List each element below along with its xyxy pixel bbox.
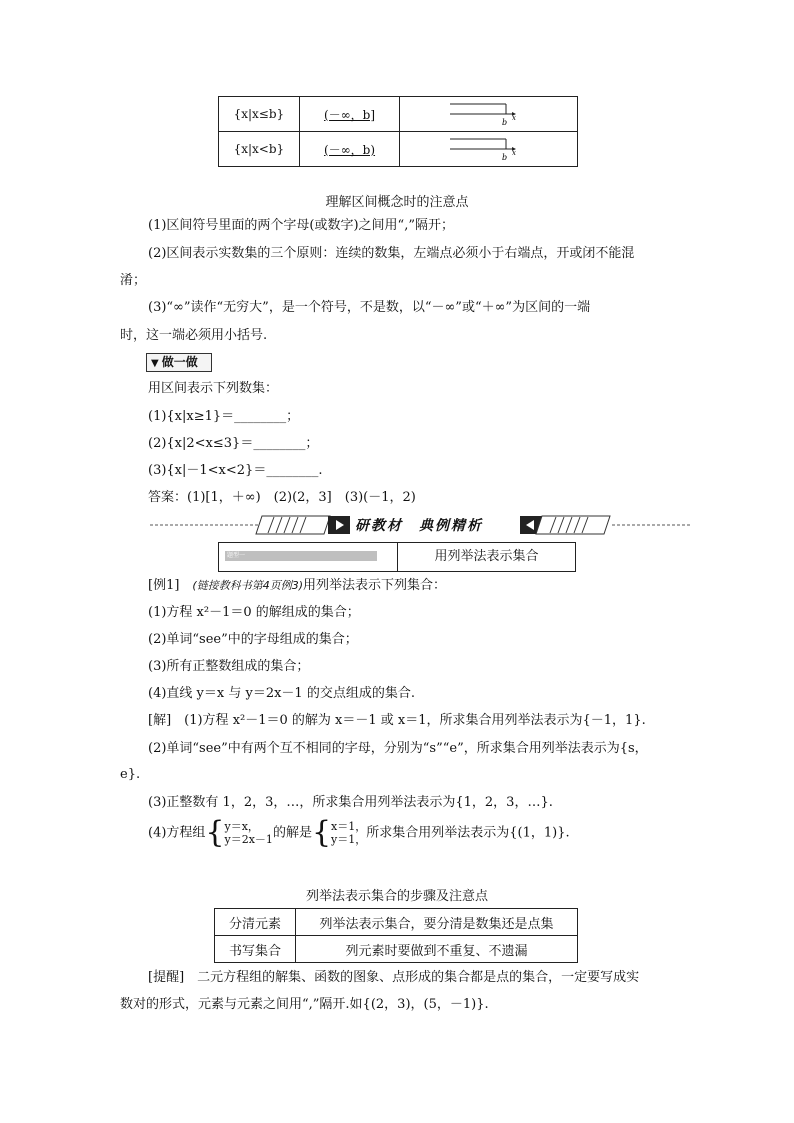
set-cell: {x|x<b}	[219, 132, 300, 167]
practice-tag: ▼ 做一做	[146, 353, 212, 372]
tip-text: [提醒] 二元方程组的解集、函数的图象、点形成的集合都是点的集合，一定要写成实	[148, 970, 640, 985]
practice-intro: 用区间表示下列数集：	[148, 381, 279, 396]
step-value: 列举法表示集合，要分清是数集还是点集	[296, 909, 578, 936]
notes-title: 列举法表示集合的步骤及注意点	[305, 889, 488, 904]
note-item: (2)区间表示实数集的三个原则：连续的数集，左端点必须小于右端点，开或闭不能混	[148, 246, 635, 261]
solution-step: (3)正整数有 1，2，3，…，所求集合用列举法表示为{1，2，3，…}.	[148, 795, 553, 810]
practice-question: (3){x|－1<x<2}＝________.	[148, 463, 323, 478]
tip-text-cont: 数对的形式，元素与元素之间用“,”隔开.如{(2，3)，(5，－1)}.	[120, 997, 489, 1012]
axis-var-label: x	[512, 149, 517, 157]
example-item: (1)方程 x²－1＝0 的解组成的集合；	[148, 605, 360, 620]
axis-var-label: x	[512, 114, 517, 122]
note-item-cont: 淆；	[120, 273, 147, 288]
number-line-cell	[400, 132, 578, 167]
number-line-cell	[400, 97, 578, 132]
interval-table	[218, 96, 578, 167]
note-item: (3)“∞”读作“无穷大”，是一个符号，不是数，以“－∞”或“＋∞”为区间的一端	[148, 300, 591, 315]
table-row	[215, 936, 578, 963]
example-item: (2)单词“see”中的字母组成的集合；	[148, 632, 358, 647]
solution-step: (2)单词“see”中有两个互不相同的字母，分别为“s”“e”，所求集合用列举法表示为{s，	[148, 741, 648, 756]
example-head: [例1] (链接教科书第4页例3)用列举法表示下列集合：	[148, 578, 447, 593]
practice-question: (2){x|2<x≤3}＝________；	[148, 436, 319, 451]
topic-header	[218, 542, 576, 572]
interval-cell: (－∞，b)	[299, 132, 399, 167]
step-value: 列元素时要做到不重复、不遗漏	[296, 936, 578, 963]
step-key: 书写集合	[215, 936, 296, 963]
table-row	[219, 132, 578, 167]
banner-title: 研教材 典例精析	[355, 518, 483, 534]
axis-point-label: b	[502, 118, 508, 127]
steps-table	[214, 908, 578, 963]
solution-step-cont: e}.	[120, 767, 141, 782]
solution-step: [解] (1)方程 x²－1＝0 的解为 x＝－1 或 x＝1，所求集合用列举法表示为{－1，1}.	[148, 713, 646, 728]
table-row	[215, 909, 578, 936]
notes-title: 理解区间概念时的注意点	[325, 195, 469, 210]
note-item: (1)区间符号里面的两个字母(或数字)之间用“,”隔开；	[148, 218, 454, 233]
number-line-open	[400, 132, 578, 166]
table-row	[219, 97, 578, 132]
example-item: (3)所有正整数组成的集合；	[148, 659, 310, 674]
interval-cell: (－∞，b]	[299, 97, 399, 132]
note-item-cont: 时，这一端必须用小括号.	[120, 328, 268, 343]
topic-label: 题型一	[225, 551, 377, 561]
example-item: (4)直线 y＝x 与 y＝2x－1 的交点组成的集合.	[148, 686, 415, 701]
set-cell: {x|x≤b}	[219, 97, 300, 132]
topic-label-cell	[219, 543, 398, 571]
practice-answer: 答案：(1)[1，＋∞) (2)(2，3] (3)(－1，2)	[148, 490, 416, 505]
topic-title: 用列举法表示集合	[434, 549, 539, 564]
step-key: 分清元素	[215, 909, 296, 936]
axis-point-label: b	[502, 153, 508, 162]
number-line-closed	[400, 97, 578, 131]
practice-question: (1){x|x≥1}＝________；	[148, 409, 300, 424]
triangle-down-icon: ▼	[151, 358, 159, 369]
solution-step-system: (4)方程组{y＝x， y＝2x－1的解是{x＝1， y＝1，所求集合用列举法表示为{(1，1)}.	[148, 815, 570, 850]
